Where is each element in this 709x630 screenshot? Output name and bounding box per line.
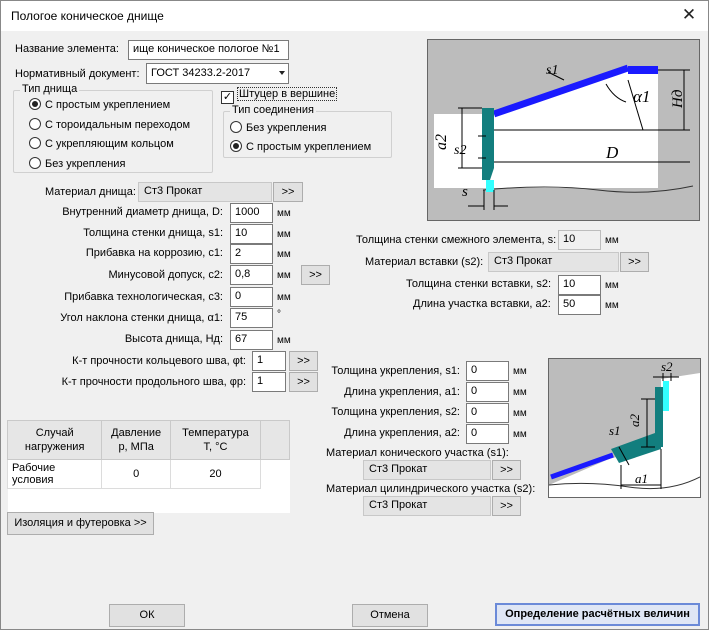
radio-icon xyxy=(29,118,41,130)
param-input-alpha1[interactable]: 75 xyxy=(230,308,273,328)
param-label-d: Внутренний диаметр днища, D: xyxy=(62,206,223,218)
normative-select[interactable] xyxy=(146,63,289,84)
param-unit-hd: мм xyxy=(277,335,291,346)
chevron-down-icon xyxy=(279,71,285,75)
material-button[interactable]: >> xyxy=(273,182,303,202)
tolerance-button[interactable]: >> xyxy=(301,265,330,285)
radio-label: С укрепляющим кольцом xyxy=(45,138,174,150)
load-table xyxy=(7,420,290,513)
insert-length-input[interactable]: 50 xyxy=(558,295,601,315)
insert-material-label: Материал вставки (s2): xyxy=(365,256,484,268)
bottom-type-none-radio[interactable] xyxy=(29,157,125,170)
insert-thickness-input[interactable]: 10 xyxy=(558,275,601,295)
reinforce-s2-label: Толщина укрепления, s2: xyxy=(331,406,460,418)
insert-material-value: Ст3 Прокат xyxy=(488,252,619,272)
diagram-label-hd: Hд xyxy=(670,89,686,108)
radio-checked-icon xyxy=(29,98,41,110)
diagram-label-a2: a2 xyxy=(433,134,450,150)
param-unit-s1: мм xyxy=(277,229,291,240)
cyl-material-button[interactable]: >> xyxy=(492,496,521,516)
reinforce-s1-input[interactable]: 0 xyxy=(466,361,509,381)
bottom-type-toroidal-radio[interactable] xyxy=(29,118,190,131)
weld-long-button[interactable]: >> xyxy=(289,372,318,392)
window-title: Пологое коническое днище xyxy=(11,9,164,23)
reinforce-a1-label: Длина укрепления, a1: xyxy=(344,386,460,398)
element-name-label: Название элемента: xyxy=(15,43,119,55)
insert-length-unit: мм xyxy=(605,300,619,311)
diagram-label-alpha1: α1 xyxy=(633,87,651,106)
cyl-material-value: Ст3 Прокат xyxy=(363,496,491,516)
radio-label: Без укрепления xyxy=(246,122,327,134)
table-cell[interactable]: Рабочие условия xyxy=(8,460,102,489)
table-cell[interactable]: 0 xyxy=(102,460,171,489)
reinforcement-diagram-drawing xyxy=(549,359,700,497)
material-value: Ст3 Прокат xyxy=(138,182,272,202)
radio-icon xyxy=(230,121,242,133)
param-input-hd[interactable]: 67 xyxy=(230,330,273,350)
param-label-s1: Толщина стенки днища, s1: xyxy=(83,227,223,239)
adjacent-label: Толщина стенки смежного элемента, s: xyxy=(356,234,557,246)
table-cell-empty xyxy=(261,460,290,489)
table-cell[interactable]: 20 xyxy=(170,460,260,489)
connection-none-radio[interactable] xyxy=(230,121,326,134)
cone-material-value: Ст3 Прокат xyxy=(363,460,491,480)
param-unit-alpha1: ° xyxy=(277,309,281,320)
rd-label-a2: a2 xyxy=(627,414,642,427)
param-label-hd: Высота днища, Hд: xyxy=(124,333,223,345)
rd-label-s2: s2 xyxy=(661,359,673,374)
table-blank xyxy=(8,489,290,513)
normative-value: ГОСТ 34233.2-2017 xyxy=(151,67,251,79)
table-header-row xyxy=(8,421,290,460)
table-header-filler xyxy=(261,421,290,460)
radio-label: С тороидальным переходом xyxy=(45,119,191,131)
param-label-c2: Минусовой допуск, c2: xyxy=(108,269,223,281)
checkbox-checked-icon: ✓ xyxy=(222,91,233,103)
radio-label: С простым укреплением xyxy=(45,99,171,111)
diagram-label-d: D xyxy=(606,143,619,162)
connection-title: Тип соединения xyxy=(232,104,314,116)
bottom-type-simple-radio[interactable] xyxy=(29,98,170,111)
reinforce-a1-unit: мм xyxy=(513,387,527,398)
radio-label: С простым укреплением xyxy=(246,141,372,153)
diagram-label-s1: s1 xyxy=(546,63,559,78)
table-header: Давление p, МПа xyxy=(102,421,171,460)
normative-label: Нормативный документ: xyxy=(15,68,140,80)
table-header: Случай нагружения xyxy=(8,421,102,460)
radio-icon xyxy=(29,137,41,149)
table-empty-area xyxy=(8,489,290,513)
insulation-button[interactable]: Изоляция и футеровка >> xyxy=(7,512,154,535)
head-diagram-drawing xyxy=(428,40,699,220)
param-unit-c3: мм xyxy=(277,292,291,303)
rd-label-s1: s1 xyxy=(609,423,621,438)
param-unit-c1: мм xyxy=(277,249,291,260)
insert-thickness-label: Толщина стенки вставки, s2: xyxy=(406,278,552,290)
material-label: Материал днища: xyxy=(45,186,136,198)
cone-material-button[interactable]: >> xyxy=(492,460,521,480)
title-bar xyxy=(1,1,708,31)
ok-button[interactable]: ОК xyxy=(109,604,185,627)
param-input-d[interactable]: 1000 xyxy=(230,203,273,223)
cyl-material-label: Материал цилиндрического участка (s2): xyxy=(326,483,536,495)
apex-fitting-checkbox[interactable] xyxy=(221,88,337,104)
param-unit-c2: мм xyxy=(277,270,291,281)
table-row[interactable] xyxy=(8,460,290,489)
element-name-input[interactable]: ище коническое пологое №1 xyxy=(128,40,289,60)
reinforce-s2-input[interactable]: 0 xyxy=(466,403,509,423)
connection-simple-radio[interactable] xyxy=(230,140,371,153)
reinforce-a2-unit: мм xyxy=(513,429,527,440)
adjacent-unit: мм xyxy=(605,235,619,246)
reinforce-a1-input[interactable]: 0 xyxy=(466,382,509,402)
insert-thickness-unit: мм xyxy=(605,280,619,291)
table-header: Температура T, °C xyxy=(170,421,260,460)
param-input-c3[interactable]: 0 xyxy=(230,287,273,307)
bottom-type-title: Тип днища xyxy=(22,83,78,95)
param-label-c1: Прибавка на коррозию, c1: xyxy=(85,247,223,259)
reinforce-a2-label: Длина укрепления, a2: xyxy=(344,427,460,439)
weld-ring-input[interactable]: 1 xyxy=(252,351,286,371)
weld-long-label: К-т прочности продольного шва, φр: xyxy=(61,376,246,388)
reinforce-s1-label: Толщина укрепления, s1: xyxy=(331,365,460,377)
reinforce-s2-unit: мм xyxy=(513,408,527,419)
diagram-label-s2: s2 xyxy=(454,143,467,158)
radio-label: Без укрепления xyxy=(45,158,126,170)
diagram-label-s: s xyxy=(462,184,468,200)
weld-ring-button[interactable]: >> xyxy=(289,351,318,371)
insert-length-label: Длина участка вставки, a2: xyxy=(413,298,551,310)
reinforcement-diagram xyxy=(548,358,701,498)
param-input-s1[interactable]: 10 xyxy=(230,224,273,244)
bottom-type-ring-radio[interactable] xyxy=(29,137,174,150)
reinforce-a2-input[interactable]: 0 xyxy=(466,424,509,444)
cone-material-label: Материал конического участка (s1): xyxy=(326,447,509,459)
weld-ring-label: К-т прочности кольцевого шва, φt: xyxy=(72,355,246,367)
param-label-c3: Прибавка технологическая, c3: xyxy=(64,291,223,303)
insert-material-button[interactable]: >> xyxy=(620,252,649,272)
close-icon[interactable]: ✕ xyxy=(681,5,697,24)
head-diagram xyxy=(427,39,700,221)
radio-checked-icon xyxy=(230,140,242,152)
apex-fitting-label: Штуцер в вершине xyxy=(239,88,336,100)
reinforce-s1-unit: мм xyxy=(513,366,527,377)
calc-values-button[interactable]: Определение расчётных величин xyxy=(495,603,700,626)
cancel-button[interactable]: Отмена xyxy=(352,604,428,627)
rd-label-a1: a1 xyxy=(635,471,648,486)
weld-long-input[interactable]: 1 xyxy=(252,372,286,392)
param-unit-d: мм xyxy=(277,208,291,219)
adjacent-input: 10 xyxy=(558,230,601,250)
radio-icon xyxy=(29,157,41,169)
param-label-alpha1: Угол наклона стенки днища, α1: xyxy=(60,312,223,324)
param-input-c2[interactable]: 0,8 xyxy=(230,265,273,285)
param-input-c1[interactable]: 2 xyxy=(230,244,273,264)
